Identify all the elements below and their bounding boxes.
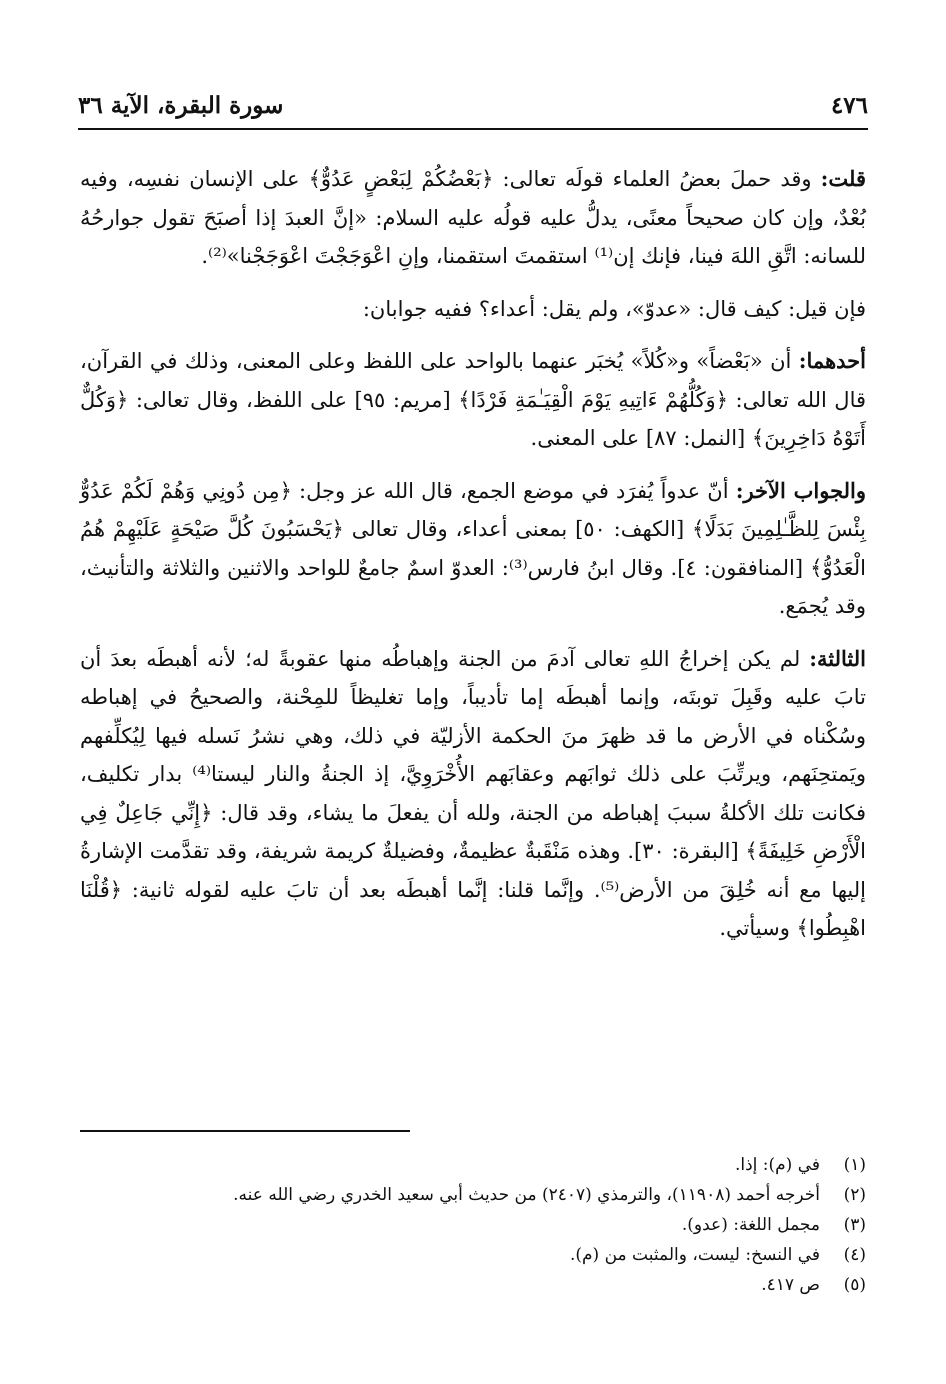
footnote-text: في (م): إذا. (734, 1155, 820, 1175)
footnote-text: في النسخ: ليست، والمثبت من (م). (569, 1245, 820, 1265)
footnote (80, 1240, 866, 1270)
paragraph-text: أنّ عدواً يُفرَد في موضع الجمع، قال الله عز وجل: ﴿مِن دُونِي وَهُمْ لَكُمْ عَدُوٌّ بِئْسَ لِلظَّـٰلِمِينَ بَدَلًا﴾ [الكهف: ٥٠] بمعنى أعداء، وقال تعالى ﴿يَحْسَبُونَ كُلَّ صَيْحَةٍ عَلَيْهِمْ هُمُ الْعَدُوُّ﴾ [المنافقون: ٤]. وقال ابنُ فارس⁽³⁾: العدوّ اسمٌ جامعٌ للواحد والاثنين والثلاثة والتأنيث، وقد يُجمَع. (80, 478, 867, 618)
paragraph (80, 290, 866, 329)
paragraph (80, 472, 866, 626)
paragraph (80, 342, 866, 458)
paragraph-lead: أحدهما: (798, 348, 866, 373)
paragraph (80, 160, 866, 276)
footnote (80, 1270, 866, 1300)
footnote-separator (80, 1130, 410, 1132)
footnote-number: (١) (843, 1155, 866, 1175)
paragraph-text: فإن قيل: كيف قال: «عدوّ»، ولم يقل: أعداء؟ ففيه جوابان: (362, 296, 866, 321)
paragraph-text: لم يكن إخراجُ اللهِ تعالى آدمَ من الجنة وإهباطُه منها عقوبةً له؛ لأنه أهبطَه بعدَ أن تابَ عليه وقَبِلَ توبتَه، وإنما أهبطَه إما تأديباً، وإما تغليظاً للمِحْنة، والصحيحُ في إهباطه وسُكْناه في الأرض ما قد ظهرَ منَ الحكمة الأزليّة في ذلك، وهي نشرُ نَسله فيها لِيُكلِّفهم ويَمتحِنَهم، ويرتِّبَ على ذلك ثوابَهم وعقابَهم الأُخْرَوِيَّ، إذ الجنةُ والنار ليستا⁽⁴⁾ بدار تكليف، فكانت تلك الأكلةُ سببَ إهباطه من الجنة، ولله أن يفعلَ ما يشاء، وقد قال: ﴿إِنِّي جَاعِلٌ فِي الْأَرْضِ خَلِيفَةً﴾ [البقرة: ٣٠]. وهذه مَنْقَبةٌ عظيمةٌ، وفضيلةٌ كريمة شريفة، وقد تقدَّمت الإشارةُ إليها مع أنه خُلِقَ من الأرض⁽⁵⁾. وإنَّما قلنا: إنَّما أهبطَه بعد أن تابَ عليه لقوله ثانية: ﴿قُلْنَا اهْبِطُوا﴾ وسيأتي. (80, 646, 867, 940)
footnote (80, 1150, 866, 1180)
footnote-number: (٣) (843, 1215, 866, 1235)
paragraph (80, 640, 866, 948)
footnote (80, 1180, 866, 1210)
main-text (80, 160, 866, 962)
surah-label: سورة البقرة، الآية ٣٦ (78, 91, 284, 119)
footnotes (80, 1150, 866, 1300)
footnote-number: (٤) (843, 1245, 866, 1265)
footnote-text: ص ٤١٧. (761, 1275, 820, 1295)
footnote-text: أخرجه أحمد (١١٩٠٨)، والترمذي (٢٤٠٧) من حديث أبي سعيد الخدري رضي الله عنه. (233, 1185, 820, 1205)
paragraph-lead: والجواب الآخر: (735, 477, 866, 503)
footnote-number: (٢) (843, 1185, 866, 1205)
paragraph-lead: الثالثة: (809, 645, 866, 671)
paragraph-text: وقد حملَ بعضُ العلماء قولَه تعالى: ﴿بَعْضُكُمْ لِبَعْضٍ عَدُوٌّ﴾ على الإنسان نفسِه، وفيه بُعْدٌ، وإن كان صحيحاً معنًى، يدلُّ عليه قولُه عليه السلام: «إنَّ العبدَ إذا أصبَحَ تقول جوارحُهُ للسانه: اتَّقِ اللهَ فينا، فإنك إن⁽¹⁾ استقمتَ استقمنا، وإنِ اعْوَجَجْتَ اعْوَجَجْنا»⁽²⁾. (80, 167, 866, 268)
footnote (80, 1210, 866, 1240)
paragraph-text: أن «بَعْضاً» و«كُلاً» يُخبَر عنهما بالواحد على اللفظ وعلى المعنى، وذلك في القرآن، قال الله تعالى: ﴿وَكُلُّهُمْ ءَاتِيهِ يَوْمَ الْقِيَـٰمَةِ فَرْدًا﴾ [مريم: ٩٥] على اللفظ، وقال تعالى: ﴿وَكُلٌّ أَتَوْهُ دَاخِرِينَ﴾ [النمل: ٨٧] على المعنى. (80, 349, 867, 450)
paragraph-lead: قلت: (820, 166, 866, 191)
footnote-text: مجمل اللغة: (عدو). (681, 1215, 820, 1235)
footnote-number: (٥) (843, 1275, 866, 1295)
page-number: ٤٧٦ (830, 91, 868, 119)
page-header (78, 82, 868, 130)
